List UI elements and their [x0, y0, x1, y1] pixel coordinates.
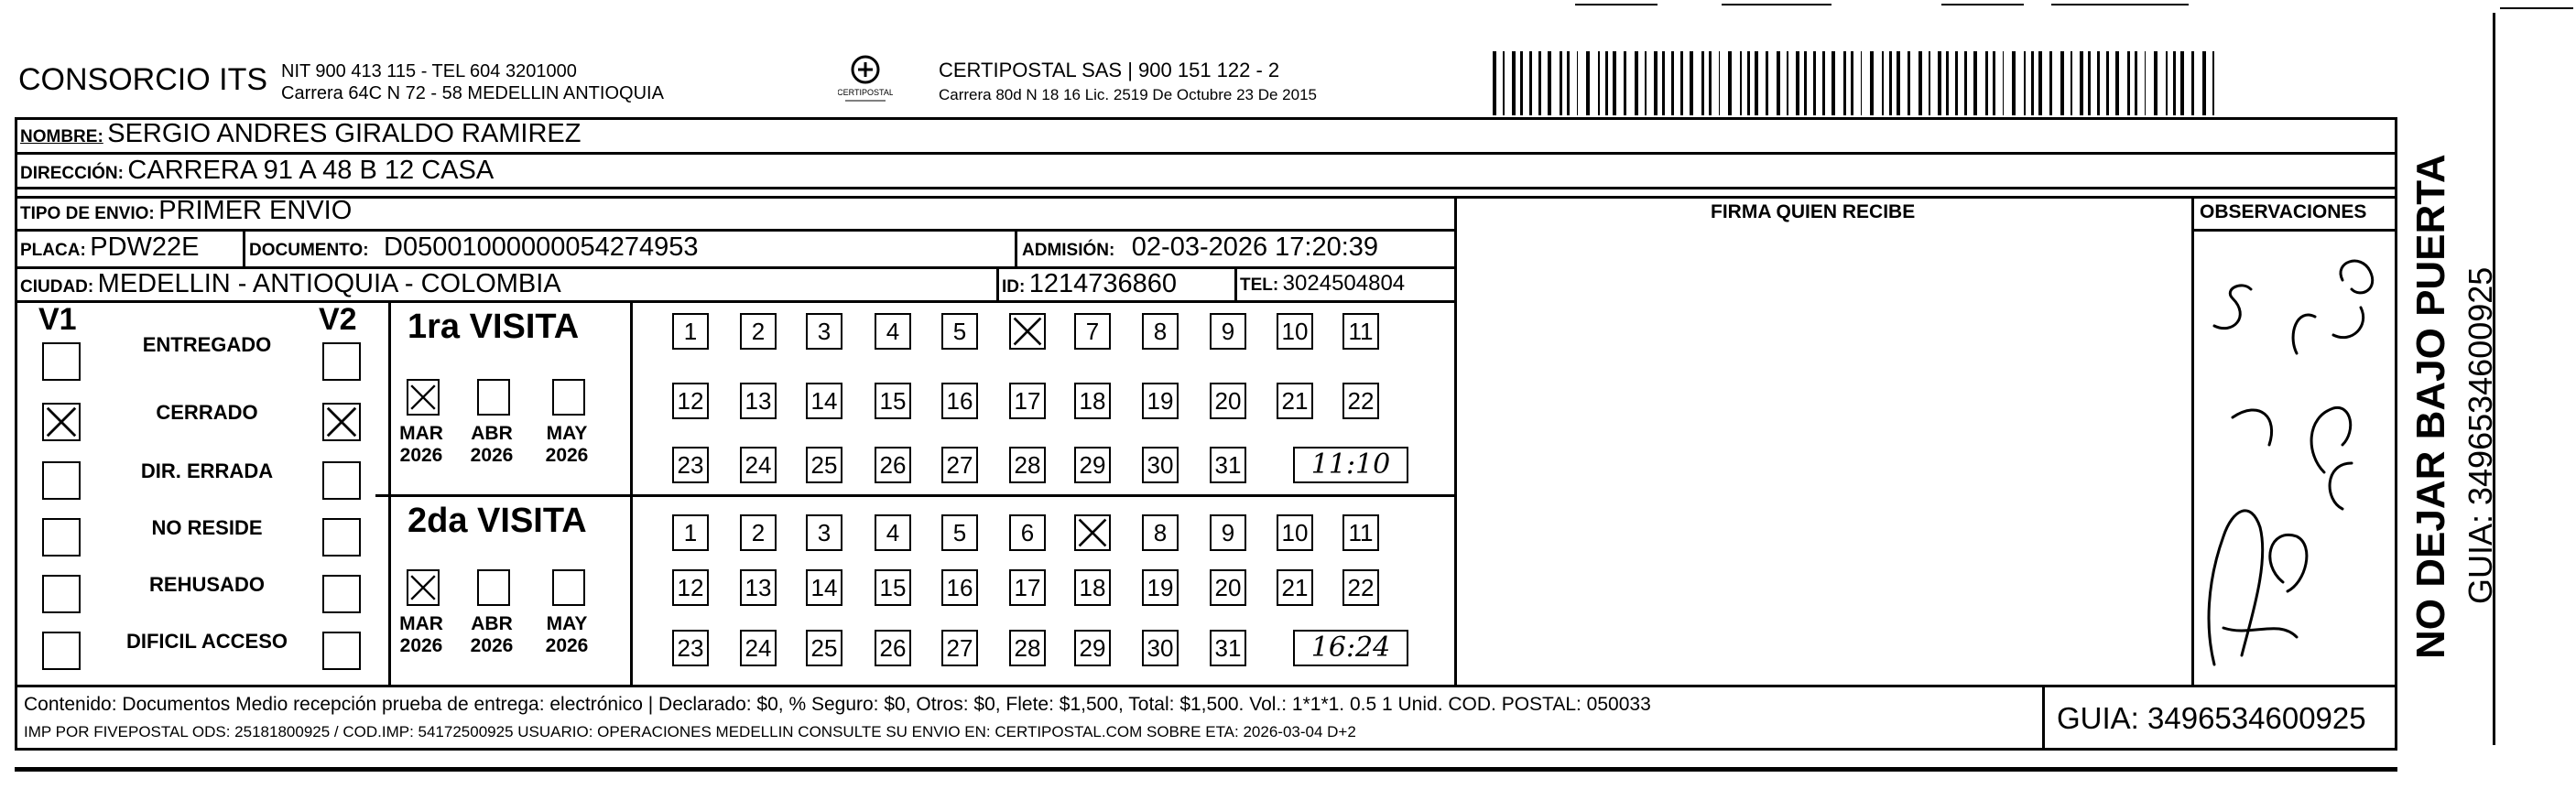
- barcode-bar: [2038, 51, 2042, 115]
- day-box[interactable]: 17: [1009, 383, 1046, 419]
- barcode-bar: [1918, 51, 1922, 115]
- id-field: [1002, 269, 1177, 299]
- day-box[interactable]: 12: [672, 569, 709, 606]
- check-x-icon: [408, 571, 438, 604]
- barcode-bar: [2166, 51, 2168, 115]
- month-checkbox[interactable]: [407, 569, 440, 606]
- v1-header: V1: [38, 302, 77, 337]
- barcode-bar: [1662, 51, 1665, 115]
- barcode-bar: [1529, 51, 1532, 115]
- day-box[interactable]: 4: [875, 313, 911, 350]
- barcode-bar: [1929, 51, 1930, 115]
- barcode-bar: [1813, 51, 1816, 115]
- month-checkbox[interactable]: [477, 569, 510, 606]
- barcode-bar: [1577, 51, 1578, 115]
- barcode-bar: [1740, 51, 1742, 115]
- day-box[interactable]: 25: [806, 447, 842, 483]
- barcode-bar: [1586, 51, 1590, 115]
- logo-text: CERTIPOSTAL: [838, 88, 893, 97]
- day-box[interactable]: 11: [1342, 514, 1379, 551]
- tel-label: TEL:: [1240, 276, 1279, 295]
- barcode-bar: [2031, 51, 2034, 115]
- barcode-bar: [2202, 51, 2206, 115]
- day-box[interactable]: 30: [1142, 447, 1179, 483]
- month-label: MAR 2026: [399, 423, 443, 466]
- v1-checkbox[interactable]: [42, 575, 81, 613]
- status-label: CERRADO: [156, 401, 258, 424]
- v2-checkbox[interactable]: [322, 632, 361, 670]
- barcode-bar: [1777, 51, 1780, 115]
- day-box[interactable]: 12: [672, 383, 709, 419]
- barcode-bar: [1870, 51, 1874, 115]
- barcode-bar: [2080, 51, 2083, 115]
- company-nit: NIT 900 413 115 - TEL 604 3201000: [281, 61, 577, 81]
- v2-header: V2: [319, 302, 357, 337]
- barcode-bar: [2212, 51, 2214, 115]
- day-box[interactable]: 14: [806, 383, 842, 419]
- v2-checkbox[interactable]: [322, 518, 361, 557]
- type-row: [20, 196, 352, 226]
- day-box[interactable]: 13: [740, 569, 777, 606]
- day-box[interactable]: 21: [1277, 569, 1313, 606]
- barcode-bar: [1645, 51, 1647, 115]
- barcode-bar: [1973, 51, 1977, 115]
- barcode-bar: [1755, 51, 1758, 115]
- barcode-bar: [1728, 51, 1732, 115]
- handwritten-time: 11:10: [1293, 447, 1408, 483]
- barcode-bar: [1851, 51, 1853, 115]
- city-field: [20, 269, 561, 299]
- barcode-bar: [1605, 51, 1608, 115]
- barcode-bar: [2191, 51, 2194, 115]
- name-label: NOMBRE:: [20, 127, 103, 146]
- barcode-bar: [2135, 51, 2137, 115]
- barcode-bar: [2145, 51, 2146, 115]
- bottom-rule: [15, 767, 2397, 772]
- day-box[interactable]: 19: [1142, 383, 1179, 419]
- document-label: DOCUMENTO:: [249, 241, 369, 260]
- check-x-icon: [1011, 315, 1044, 348]
- month-label: MAY 2026: [545, 423, 589, 466]
- day-box[interactable]: 15: [875, 383, 911, 419]
- day-box[interactable]: 2: [740, 514, 777, 551]
- name-row: [20, 119, 582, 149]
- barcode-bar: [1493, 51, 1496, 115]
- barcode-bar: [1861, 51, 1862, 115]
- day-box[interactable]: 26: [875, 447, 911, 483]
- day-box[interactable]: 16: [941, 383, 978, 419]
- barcode-bar: [1520, 51, 1523, 115]
- v2-checkbox[interactable]: [322, 342, 361, 381]
- day-box[interactable]: 13: [740, 383, 777, 419]
- top-dash: [1722, 4, 1831, 5]
- observations-header: OBSERVACIONES: [2200, 201, 2367, 222]
- day-box[interactable]: 10: [1277, 514, 1313, 551]
- admission-label: ADMISIÓN:: [1022, 241, 1115, 260]
- day-box[interactable]: 31: [1210, 447, 1246, 483]
- barcode-bar: [1701, 51, 1704, 115]
- barcode-bar: [1719, 51, 1720, 115]
- footer-guia: GUIA: 3496534600925: [2057, 701, 2366, 735]
- status-label: ENTREGADO: [142, 333, 272, 356]
- day-box[interactable]: 17: [1009, 569, 1046, 606]
- document-field: [249, 232, 699, 263]
- day-box[interactable]: 14: [806, 569, 842, 606]
- barcode-bar: [1964, 51, 1967, 115]
- side-guia: GUIA: 3496534600925: [2462, 266, 2499, 604]
- barcode-bar: [1831, 51, 1835, 115]
- barcode-bar: [1747, 51, 1750, 115]
- barcode-bar: [2154, 51, 2158, 115]
- check-x-icon: [44, 405, 79, 439]
- day-box[interactable]: 29: [1074, 447, 1111, 483]
- plate-label: PLACA:: [20, 241, 86, 260]
- certipostal-logo: [838, 53, 893, 106]
- barcode-bar: [1787, 51, 1788, 115]
- day-box[interactable]: 6: [1009, 514, 1046, 551]
- day-box[interactable]: 18: [1074, 383, 1111, 419]
- month-checkbox[interactable]: [407, 379, 440, 416]
- barcode-bar: [2012, 51, 2016, 115]
- barcode-bar: [2071, 51, 2072, 115]
- id-value: 1214736860: [1028, 269, 1178, 298]
- barcode-bar: [2127, 51, 2130, 115]
- day-box[interactable]: 20: [1210, 569, 1246, 606]
- month-label: MAR 2026: [399, 613, 443, 656]
- admission-value: 02-03-2026 17:20:39: [1131, 232, 1379, 262]
- footer-print-info: IMP POR FIVEPOSTAL ODS: 25181800925 / COD.IMP: 54172500925 USUARIO: OPERACIONES MEDELLIN CONSULTE SU ENVIO EN: CERTIPOSTAL.COM SOBRE ETA: 2026-03-04 D+2: [24, 723, 1356, 740]
- v1-checkbox[interactable]: [42, 342, 81, 381]
- barcode-bar: [2049, 51, 2052, 115]
- day-box[interactable]: 5: [941, 313, 978, 350]
- day-box[interactable]: 23: [672, 630, 709, 666]
- day-box[interactable]: 10: [1277, 313, 1313, 350]
- barcode-bar: [2024, 51, 2026, 115]
- v1-checkbox[interactable]: [42, 461, 81, 500]
- signature-header: FIRMA QUIEN RECIBE: [1711, 201, 1916, 222]
- barcode-bar: [1709, 51, 1712, 115]
- day-box[interactable]: 20: [1210, 383, 1246, 419]
- check-x-icon: [408, 381, 438, 414]
- day-box[interactable]: 1: [672, 313, 709, 350]
- address-label: DIRECCIÓN:: [20, 164, 124, 183]
- month-checkbox[interactable]: [477, 379, 510, 416]
- tel-value: 3024504804: [1282, 271, 1406, 296]
- id-label: ID:: [1002, 277, 1026, 297]
- barcode-bar: [1680, 51, 1683, 115]
- barcode-bar: [1985, 51, 1988, 115]
- shipment-type: PRIMER ENVIO: [158, 196, 353, 225]
- barcode-bar: [2173, 51, 2176, 115]
- barcode-bar: [2003, 51, 2004, 115]
- day-box[interactable]: 27: [941, 447, 978, 483]
- courier-name: CERTIPOSTAL SAS | 900 151 122 - 2: [939, 59, 1280, 81]
- day-box[interactable]: 18: [1074, 569, 1111, 606]
- day-box[interactable]: 3: [806, 313, 842, 350]
- barcode-bar: [1548, 51, 1551, 115]
- barcode-bar: [1560, 51, 1562, 115]
- month-label: ABR 2026: [470, 613, 514, 656]
- month-label: MAY 2026: [545, 613, 589, 656]
- day-box[interactable]: 29: [1074, 630, 1111, 666]
- barcode-bar: [1796, 51, 1799, 115]
- barcode-bar: [1938, 51, 1941, 115]
- top-dash: [1575, 4, 1658, 5]
- barcode-bar: [1908, 51, 1910, 115]
- barcode-bar: [1598, 51, 1600, 115]
- barcode-bar: [1624, 51, 1626, 115]
- city-label: CIUDAD:: [20, 277, 94, 297]
- day-box[interactable]: [1074, 514, 1111, 551]
- check-x-icon: [1076, 516, 1109, 549]
- barcode-bar: [1822, 51, 1825, 115]
- day-box[interactable]: 9: [1210, 514, 1246, 551]
- handwritten-signature: [2196, 234, 2394, 681]
- day-box[interactable]: 28: [1009, 630, 1046, 666]
- v1-checkbox[interactable]: [42, 403, 81, 441]
- day-box[interactable]: 8: [1142, 313, 1179, 350]
- barcode-bar: [1613, 51, 1616, 115]
- day-box[interactable]: 24: [740, 630, 777, 666]
- month-checkbox[interactable]: [552, 379, 585, 416]
- barcode-bar: [1843, 51, 1846, 115]
- day-box[interactable]: 16: [941, 569, 978, 606]
- no-under-door-warning: NO DEJAR BAJO PUERTA: [2408, 154, 2453, 659]
- day-box[interactable]: 22: [1342, 383, 1379, 419]
- day-box[interactable]: 7: [1074, 313, 1111, 350]
- address-row: [20, 156, 494, 186]
- barcode-bar: [1503, 51, 1505, 115]
- day-box[interactable]: 8: [1142, 514, 1179, 551]
- v1-checkbox[interactable]: [42, 518, 81, 557]
- barcode-bar: [2088, 51, 2091, 115]
- tel-field: [1240, 271, 1405, 297]
- day-box[interactable]: 23: [672, 447, 709, 483]
- check-x-icon: [324, 405, 359, 439]
- day-box[interactable]: 9: [1210, 313, 1246, 350]
- day-box[interactable]: 15: [875, 569, 911, 606]
- barcode: [1493, 51, 2225, 115]
- type-label: TIPO DE ENVIO:: [20, 204, 155, 223]
- barcode-bar: [1671, 51, 1674, 115]
- visit1-title: 1ra VISITA: [408, 308, 580, 346]
- barcode-bar: [1512, 51, 1516, 115]
- barcode-bar: [1567, 51, 1570, 115]
- top-dash: [2051, 4, 2189, 5]
- top-dash: [1941, 4, 2024, 5]
- day-box[interactable]: 1: [672, 514, 709, 551]
- day-box[interactable]: 25: [806, 630, 842, 666]
- barcode-bar: [1889, 51, 1892, 115]
- barcode-bar: [1993, 51, 1995, 115]
- day-box[interactable]: [1009, 313, 1046, 350]
- recipient-address: CARRERA 91 A 48 B 12 CASA: [127, 156, 495, 185]
- v2-checkbox[interactable]: [322, 575, 361, 613]
- plate-value: PDW22E: [90, 232, 200, 262]
- barcode-bar: [2115, 51, 2119, 115]
- day-box[interactable]: 27: [941, 630, 978, 666]
- day-box[interactable]: 3: [806, 514, 842, 551]
- right-edge-rule: [2493, 13, 2495, 745]
- barcode-bar: [2060, 51, 2064, 115]
- plate-field: [20, 232, 200, 263]
- company-address: Carrera 64C N 72 - 58 MEDELLIN ANTIOQUIA: [281, 83, 664, 103]
- day-box[interactable]: 24: [740, 447, 777, 483]
- city-value: MEDELLIN - ANTIOQUIA - COLOMBIA: [97, 269, 561, 298]
- day-box[interactable]: 19: [1142, 569, 1179, 606]
- barcode-bar: [1882, 51, 1884, 115]
- month-label: ABR 2026: [470, 423, 514, 466]
- company-name: CONSORCIO ITS: [18, 62, 268, 97]
- visit2-title: 2da VISITA: [408, 502, 587, 540]
- status-label: DIR. ERRADA: [140, 459, 274, 482]
- day-box[interactable]: 26: [875, 630, 911, 666]
- day-box[interactable]: 30: [1142, 630, 1179, 666]
- v2-checkbox[interactable]: [322, 461, 361, 500]
- barcode-bar: [1766, 51, 1768, 115]
- day-box[interactable]: 2: [740, 313, 777, 350]
- courier-license: Carrera 80d N 18 16 Lic. 2519 De Octubre 23 De 2015: [939, 86, 1317, 103]
- document-value: D05001000000054274953: [384, 232, 699, 262]
- handwritten-time: 16:24: [1293, 630, 1408, 666]
- barcode-bar: [1955, 51, 1958, 115]
- admission-field: [1022, 232, 1378, 263]
- barcode-bar: [1946, 51, 1949, 115]
- day-box[interactable]: 11: [1342, 313, 1379, 350]
- month-checkbox[interactable]: [552, 569, 585, 606]
- barcode-bar: [2097, 51, 2100, 115]
- barcode-bar: [1538, 51, 1541, 115]
- day-box[interactable]: 31: [1210, 630, 1246, 666]
- form-frame: [15, 117, 2397, 751]
- recipient-name: SERGIO ANDRES GIRALDO RAMIREZ: [107, 119, 582, 148]
- day-box[interactable]: 5: [941, 514, 978, 551]
- day-box[interactable]: 22: [1342, 569, 1379, 606]
- barcode-bar: [1690, 51, 1693, 115]
- barcode-bar: [1897, 51, 1900, 115]
- barcode-bar: [1804, 51, 1807, 115]
- day-box[interactable]: 21: [1277, 383, 1313, 419]
- v2-checkbox[interactable]: [322, 403, 361, 441]
- barcode-bar: [1635, 51, 1638, 115]
- day-box[interactable]: 28: [1009, 447, 1046, 483]
- status-label: REHUSADO: [149, 573, 265, 596]
- barcode-bar: [2106, 51, 2109, 115]
- day-box[interactable]: 4: [875, 514, 911, 551]
- status-label: NO RESIDE: [151, 516, 263, 539]
- barcode-bar: [1654, 51, 1658, 115]
- status-label: DIFICIL ACCESO: [125, 630, 288, 653]
- barcode-bar: [2180, 51, 2184, 115]
- top-dash: [2500, 7, 2573, 9]
- footer-contents: Contenido: Documentos Medio recepción prueba de entrega: electrónico | Declarado: $0, % Seguro: $0, Otros: $0, Flete: $1,500, Total: $1,500. Vol.: 1*1*1. 0.5 1 Unid. COD. POSTAL: 050033: [24, 694, 1651, 715]
- v1-checkbox[interactable]: [42, 632, 81, 670]
